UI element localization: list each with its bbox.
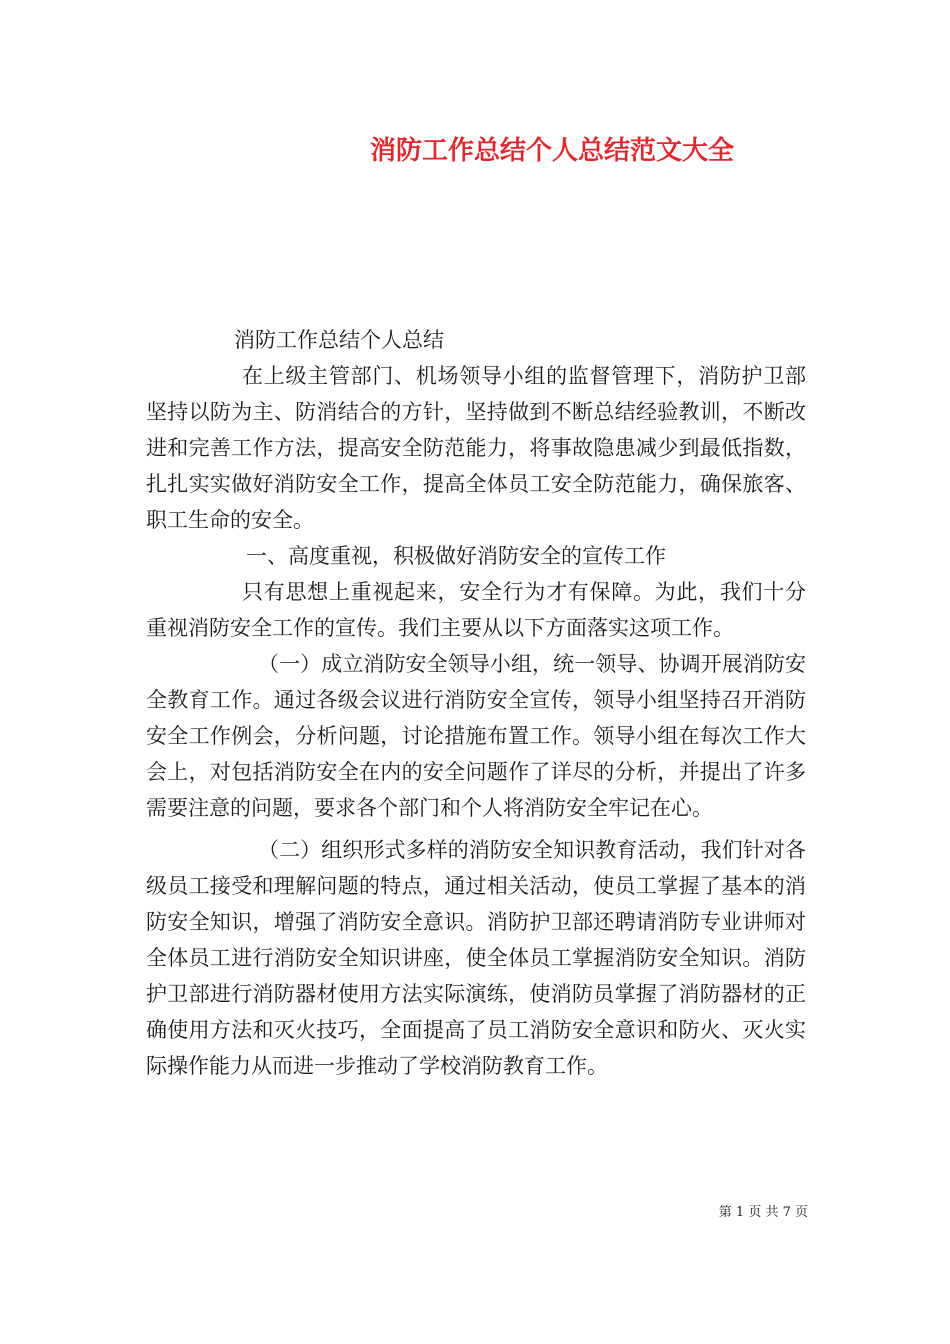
- body-paragraph: （二）组织形式多样的消防安全知识教育活动，我们针对各级员工接受和理解问题的特点，通过相关活动，使员工掌握了基本的消防安全知识，增强了消防安全意识。消防护卫部还聘请消防专业讲师对全体员工进行消防安全知识讲座，使全体员工掌握消防安全知识。消防护卫部进行消防器材使用方法实际演练，使消防员掌握了消防器材的正确使用方法和灭火技巧，全面提高了员工消防安全意识和防火、灭火实际操作能力从而进一步推动了学校消防教育工作。: [146, 838, 806, 1078]
- section-heading: 一、高度重视，积极做好消防安全的宣传工作: [246, 544, 666, 568]
- intro-paragraph: 在上级主管部门、机场领导小组的监督管理下，消防护卫部坚持以防为主、防消结合的方针，坚持做到不断总结经验教训，不断改进和完善工作方法，提高安全防范能力，将事故隐患减少到最低指数，扎扎实实做好消防安全工作，提高全体员工安全防范能力，确保旅客、职工生命的安全。: [146, 364, 806, 532]
- body-paragraph: 只有思想上重视起来，安全行为才有保障。为此，我们十分重视消防安全工作的宣传。我们主要从以下方面落实这项工作。: [146, 580, 806, 640]
- page-number: 第 1 页 共 7 页: [718, 1205, 808, 1220]
- body-paragraph: （一）成立消防安全领导小组，统一领导、协调开展消防安全教育工作。通过各级会议进行消防安全宣传，领导小组坚持召开消防安全工作例会，分析问题，讨论措施布置工作。领导小组在每次工作大会上，对包括消防安全在内的安全问题作了详尽的分析，并提出了许多需要注意的问题，要求各个部门和个人将消防安全牢记在心。: [146, 652, 806, 820]
- document-body: [146, 322, 806, 1084]
- document-title: 消防工作总结个人总结范文大全: [369, 136, 734, 166]
- section-subtitle: 消防工作总结个人总结: [234, 328, 444, 352]
